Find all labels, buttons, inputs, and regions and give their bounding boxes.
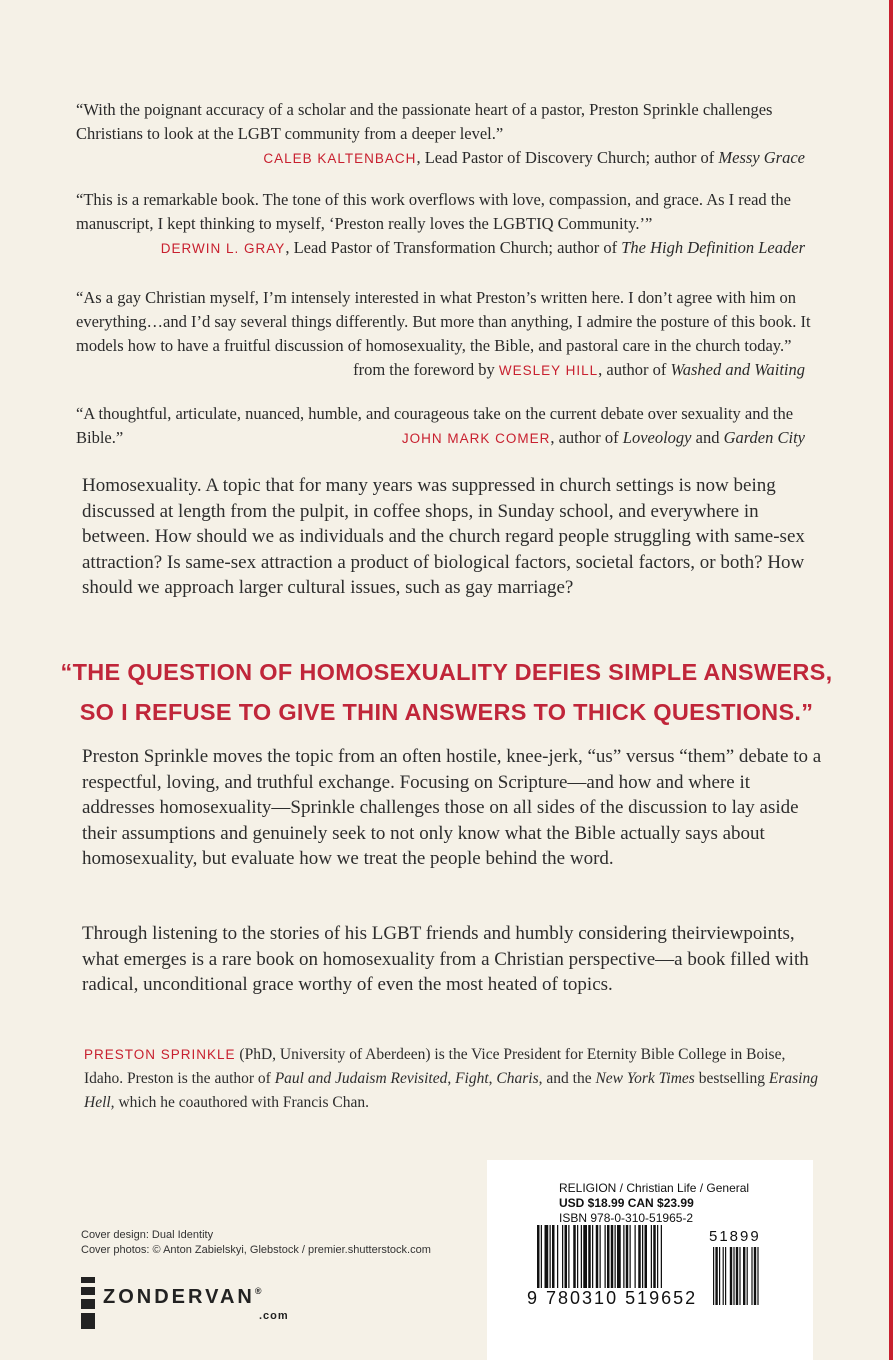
price: USD $18.99 CAN $23.99 (559, 1196, 694, 1210)
barcode-addon-bar (747, 1247, 748, 1305)
bio-text: (PhD, University of Aberdeen) is the Vice President for Eternity Bible College in Boise, Idaho. Preston is the author of (84, 1046, 786, 1087)
price-addon-number: 51899 (709, 1228, 761, 1245)
barcode-addon-bar (730, 1247, 732, 1305)
endorser-prefix: from the foreword by (353, 360, 499, 379)
barcode-addon-bar (751, 1247, 752, 1305)
author-name: PRESTON SPRINKLE (84, 1047, 236, 1062)
barcode-addon-bar (754, 1247, 756, 1305)
cover-design-credit: Cover design: Dual Identity (81, 1229, 214, 1241)
barcode-addon-bar (733, 1247, 734, 1305)
barcode-addon-bar (725, 1247, 726, 1305)
red-spine-edge (889, 0, 893, 1360)
barcode-addon-bar (743, 1247, 745, 1305)
endorsement-text: “As a gay Christian myself, I’m intensely interested in what Preston’s written here. I don’t agree with him on everything…and I’d say several things differently. But more than anything, I admire the posture of this book. It models how to have a fruitful discussion of homosexuality, the Bible, and pastoral care in the church today.” (76, 288, 811, 355)
endorsement-3 (76, 286, 811, 358)
bio-book-title: Fight (455, 1070, 489, 1087)
endorsement-text: “A thoughtful, articulate, nuanced, humble, and courageous take on the current debate over sexuality and the Bible.” (76, 404, 794, 447)
endorsement-2 (76, 188, 811, 261)
endorser-work-2: Garden City (723, 428, 805, 447)
pull-quote-line-1: “THE QUESTION OF HOMOSEXUALITY DEFIES SIMPLE ANSWERS, (60, 659, 833, 685)
barcode-panel (487, 1160, 813, 1360)
intro-paragraph: Homosexuality. A topic that for many years was suppressed in church settings is now being discussed at length from the pulpit, in coffee shops, in Sunday school, and everywhere in between. How should we as individuals and the church regard people struggling with same-sex attraction? Is same-sex attraction a product of biological factors, societal factors, or both? How should we approach larger cultural issues, such as gay marriage? (82, 475, 805, 598)
barcode-addon-bar (739, 1247, 740, 1305)
pull-quote-line-2: SO I REFUSE TO GIVE THIN ANSWERS TO THICK QUESTIONS.” (79, 699, 814, 725)
barcode-addon-bar (719, 1247, 720, 1305)
endorsement-3-attribution (76, 358, 805, 383)
barcode-addon-bar (713, 1247, 714, 1305)
publisher-domain: .com (259, 1310, 289, 1322)
endorsement-attribution (76, 236, 811, 261)
endorser-work: Washed and Waiting (670, 360, 805, 379)
author-bio (84, 1043, 824, 1115)
endorsement-1 (76, 98, 811, 171)
cover-photo-credit: Cover photos: © Anton Zabielskyi, Glebstock / premier.shutterstock.com (81, 1244, 431, 1256)
endorsement-text: “This is a remarkable book. The tone of this work overflows with love, compassion, and grace. As I read the manuscript, I kept thinking to myself, ‘Preston really loves the LGBTIQ Community.’” (76, 190, 791, 233)
bio-book-title: Paul and Judaism Revisited (274, 1070, 448, 1087)
endorser-role: , Lead Pastor of Discovery Church; author of (416, 148, 719, 167)
isbn: ISBN 978-0-310-51965-2 (559, 1211, 694, 1225)
publisher-wordmark: ZONDERVAN (103, 1286, 255, 1308)
endorser-conj: and (691, 428, 724, 447)
zondervan-mark-icon (81, 1277, 95, 1329)
barcode-addon-bar (715, 1247, 717, 1305)
barcode-addon-bar (757, 1247, 758, 1305)
endorser-work: The High Definition Leader (621, 238, 805, 257)
bisac-category: RELIGION / Christian Life / General (559, 1181, 750, 1195)
endorser-role: , Lead Pastor of Transformation Church; author of (285, 238, 622, 257)
bio-publication: New York Times (595, 1070, 695, 1087)
ean-number: 9 780310 519652 (527, 1288, 698, 1308)
endorsement-4-attribution (76, 426, 805, 451)
endorser-work: Messy Grace (718, 148, 805, 167)
barcode-addon-bar (736, 1247, 738, 1305)
pull-quote (30, 652, 863, 732)
description-paragraph: Preston Sprinkle moves the topic from an often hostile, knee-jerk, “us” versus “them” debate to a respectful, loving, and truthful exchange. Focusing on Scripture—and how and where it addresses homosexuality—Sprinkle challenges those on all sides of the discussion to lay aside their assumptions and genuinely seek to not only know what the Bible actually says about homosexuality, but evaluate how we treat the people behind the word. (82, 746, 822, 869)
barcode-addon-bar (723, 1247, 724, 1305)
endorser-work: Loveology (622, 428, 692, 447)
endorsement-attribution (76, 146, 811, 171)
cover-credits (81, 1228, 431, 1258)
endorser-name: CALEB KALTENBACH (263, 151, 417, 166)
publisher-name (103, 1286, 261, 1309)
publisher-logo (81, 1277, 311, 1329)
bio-book-title: Charis (496, 1070, 539, 1087)
bio-text: bestselling (694, 1070, 769, 1087)
endorser-name: WESLEY HILL (498, 363, 599, 378)
bio-text: which he coauthored with Francis Chan. (114, 1094, 369, 1111)
bio-text: , and the (538, 1070, 596, 1087)
registered-mark: ® (254, 1286, 262, 1296)
bio-book-title: Erasing Hell, (84, 1070, 818, 1111)
endorser-role: , author of (598, 360, 671, 379)
bio-text: , (447, 1070, 456, 1087)
endorsement-text: “With the poignant accuracy of a scholar and the passionate heart of a pastor, Preston Sprinkle challenges Christians to look at the LGBT community from a deeper level.” (76, 100, 773, 143)
bio-text: , (488, 1070, 497, 1087)
description-paragraph-2: Through listening to the stories of his LGBT friends and humbly considering theirviewpoints, what emerges is a rare book on homosexuality from a Christian perspective—a book filled with radical, unconditional grace worthy of even the most heated of topics. (82, 923, 809, 995)
endorser-name: DERWIN L. GRAY (160, 241, 286, 256)
endorser-role: , author of (550, 428, 623, 447)
endorser-name: JOHN MARK COMER (401, 431, 551, 446)
